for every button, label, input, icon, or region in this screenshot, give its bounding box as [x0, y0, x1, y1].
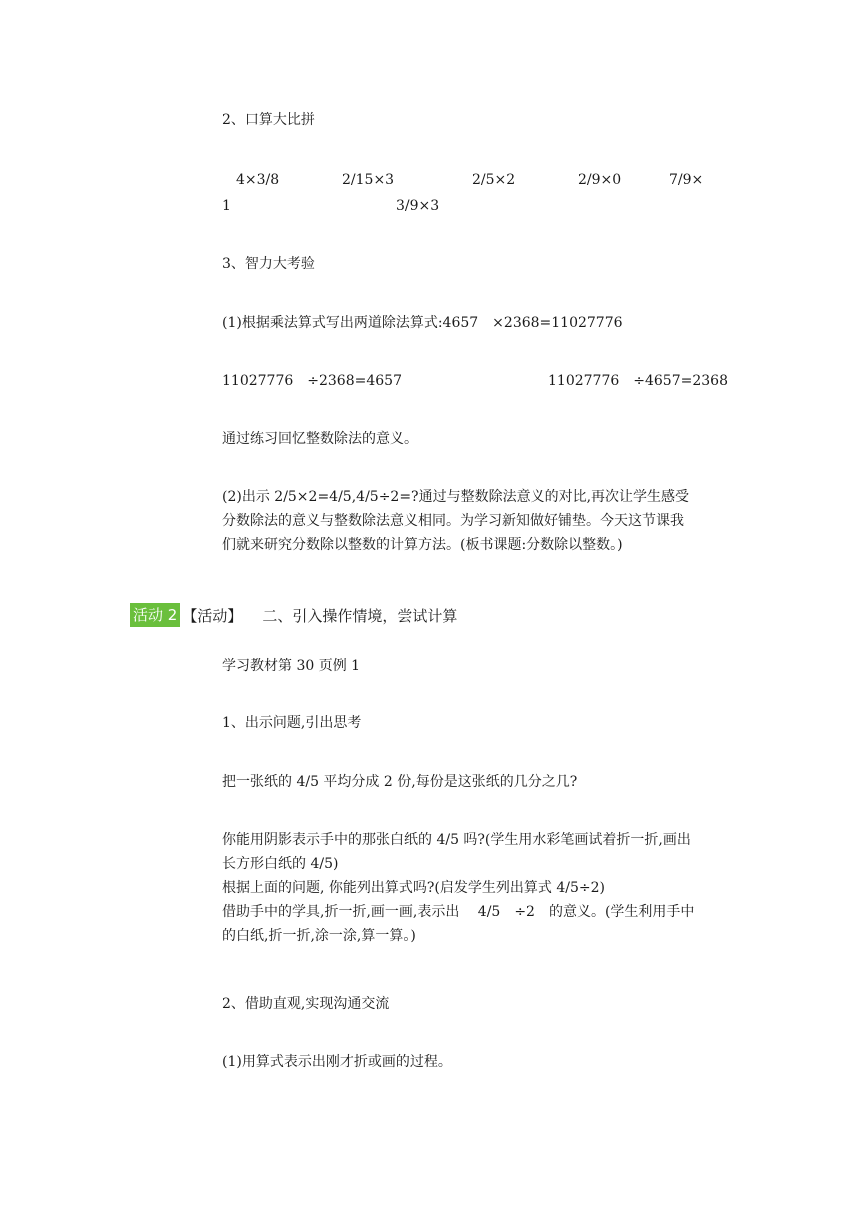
activity-header	[130, 603, 457, 627]
paragraph-line: 分数除法的意义与整数除法意义相同。为学习新知做好铺垫。今天这节课我	[222, 513, 684, 529]
expression: 2/9×0	[578, 172, 622, 188]
step-1-title: 1、出示问题,引出思考	[222, 715, 362, 731]
mental-math-row-2	[222, 196, 722, 216]
expression: 4×3/8	[236, 172, 280, 188]
activity-badge: 活动 2	[130, 603, 180, 627]
paragraph-line: (2)出示 2/5×2=4/5,4/5÷2=?通过与整数除法意义的对比,再次让学生感受	[222, 489, 690, 505]
division-answer: 11027776 ÷4657=2368	[548, 373, 728, 389]
activity-heading: 二、引入操作情境，尝试计算	[262, 606, 458, 625]
activity-paragraph	[222, 828, 734, 948]
item-1-answers	[222, 371, 728, 391]
section-3-title: 3、智力大考验	[222, 256, 315, 272]
paragraph-line: 长方形白纸的 4/5)	[222, 856, 339, 872]
paragraph-line: 借助手中的学具,折一折,画一画,表示出 4/5 ÷2 的意义。(学生利用手中	[222, 904, 695, 920]
activity-tag: 【活动】	[182, 606, 243, 625]
study-text: 学习教材第 30 页例 1	[222, 658, 361, 674]
question-text: 把一张纸的 4/5 平均分成 2 份,每份是这张纸的几分之几?	[222, 774, 578, 790]
step-2-item-1: (1)用算式表示出刚才折或画的过程。	[222, 1054, 452, 1070]
paragraph-line: 你能用阴影表示手中的那张白纸的 4/5 吗?(学生用水彩笔画试着折一折,画出	[222, 832, 691, 848]
division-answer: 11027776 ÷2368=4657	[222, 373, 402, 389]
expression: 2/15×3	[342, 172, 395, 188]
expression: 7/9×	[669, 172, 704, 188]
item-2-paragraph	[222, 485, 734, 557]
section-2-title: 2、口算大比拼	[222, 112, 315, 128]
expression: 2/5×2	[472, 172, 516, 188]
item-1-text: (1)根据乘法算式写出两道除法算式:4657 ×2368=11027776	[222, 315, 623, 331]
recall-text: 通过练习回忆整数除法的意义。	[222, 431, 418, 447]
step-2-title: 2、借助直观,实现沟通交流	[222, 996, 390, 1012]
expression: 3/9×3	[396, 198, 440, 214]
paragraph-line: 的白纸,折一折,涂一涂,算一算。)	[222, 928, 416, 944]
paragraph-line: 们就来研究分数除以整数的计算方法。(板书课题:分数除以整数。)	[222, 537, 623, 553]
mental-math-row-1	[222, 170, 722, 190]
paragraph-line: 根据上面的问题, 你能列出算式吗?(启发学生列出算式 4/5÷2)	[222, 880, 605, 896]
expression: 1	[222, 198, 231, 214]
